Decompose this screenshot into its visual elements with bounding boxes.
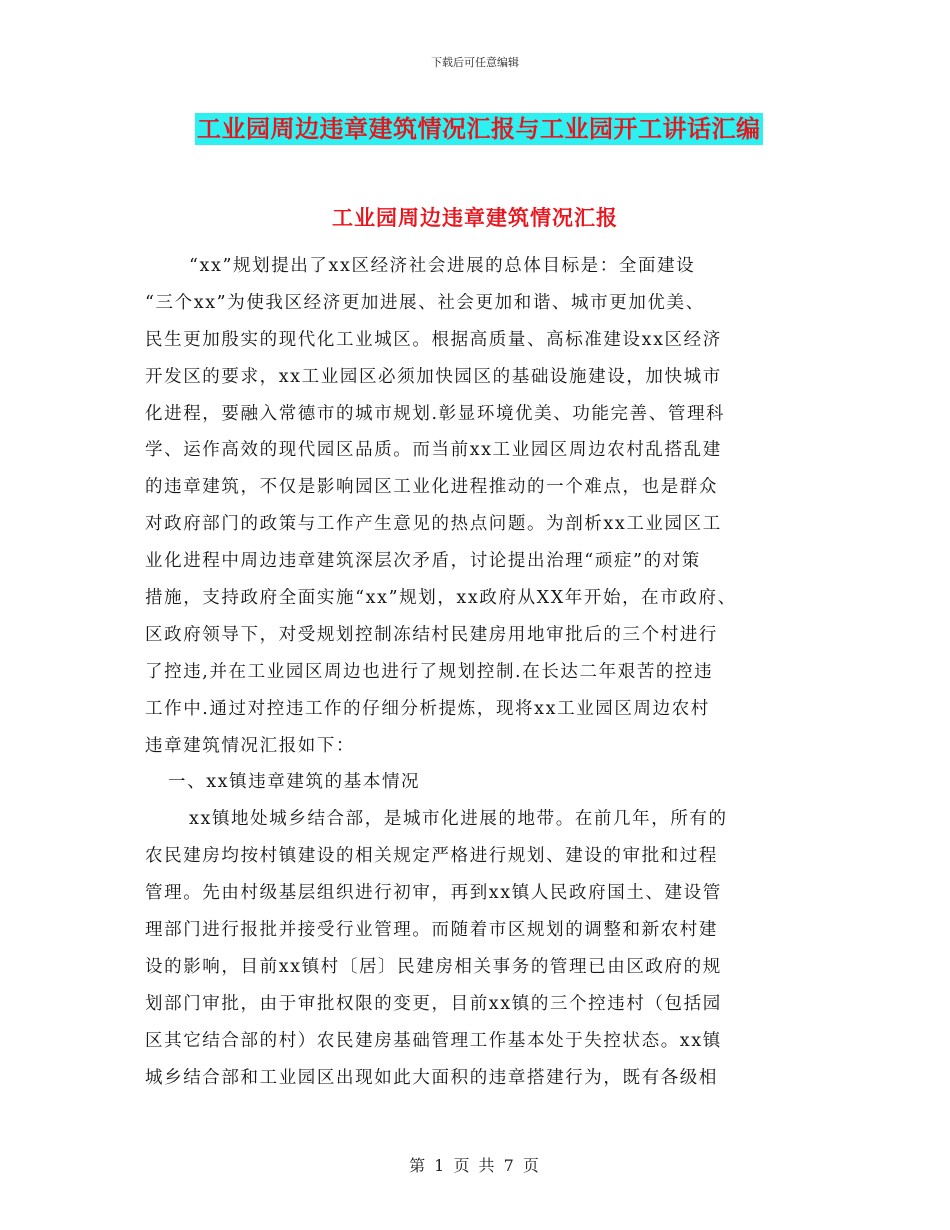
paragraph-line: 了控违,并在工业园区周边也进行了规划控制.在长达二年艰苦的控违 <box>145 661 714 682</box>
paragraph-line: 业化进程中周边违章建筑深层次矛盾，讨论提出治理“顽症”的对策 <box>145 551 701 572</box>
section-title: 工业园周边违章建筑情况汇报 <box>332 205 618 230</box>
paragraph-line: 违章建筑情况汇报如下： <box>145 735 356 756</box>
paragraph-line: “xx”规划提出了xx区经济社会进展的总体目标是：全面建设 <box>189 256 696 276</box>
paragraph-line: 设的影响，目前xx镇村〔居〕民建房相关事务的管理已由区政府的规 <box>145 956 722 977</box>
document-title: 工业园周边违章建筑情况汇报与工业园开工讲话汇编 <box>197 114 761 143</box>
paragraph-line: 措施，支持政府全面实施“xx”规划，xx政府从XX年开始，在市政府、 <box>145 588 737 609</box>
paragraph-line: 开发区的要求，xx工业园区必须加快园区的基础设施建设，加快城市 <box>145 366 722 387</box>
body-text <box>145 248 805 1096</box>
paragraph-line: 理部门进行报批并接受行业管理。而随着市区规划的调整和新农村建 <box>145 920 718 941</box>
section-heading-line: 一、xx镇违章建筑的基本情况 <box>168 772 421 793</box>
page-footer: 第 1 页 共 7 页 <box>409 1156 541 1175</box>
paragraph-line: 管理。先由村级基层组织进行初审，再到xx镇人民政府国土、建设管 <box>145 883 722 904</box>
paragraph-line: 工作中.通过对控违工作的仔细分析提炼，现将xx工业园区周边农村 <box>145 698 710 719</box>
paragraph-line: 的违章建筑，不仅是影响园区工业化进程推动的一个难点，也是群众 <box>145 477 718 498</box>
paragraph-line: 区政府领导下，对受规划控制冻结村民建房用地审批后的三个村进行 <box>145 624 718 645</box>
paragraph-line: 农民建房均按村镇建设的相关规定严格进行规划、建设的审批和过程 <box>145 846 718 867</box>
paragraph-line: 区其它结合部的村）农民建房基础管理工作基本处于失控状态。xx镇 <box>145 1030 722 1051</box>
paragraph-line: xx镇地处城乡结合部，是城市化进展的地带。在前几年，所有的 <box>189 809 728 830</box>
paragraph-line: “三个xx”为使我区经济更加进展、社会更加和谐、城市更加优美、 <box>145 292 705 313</box>
paragraph-line: 对政府部门的政策与工作产生意见的热点问题。为剖析xx工业园区工 <box>145 514 722 535</box>
paragraph-line: 化进程，要融入常德市的城市规划.彰显环境优美、功能完善、管理科 <box>145 403 726 424</box>
header-note: 下载后可任意编辑 <box>431 56 519 69</box>
paragraph-line: 城乡结合部和工业园区出现如此大面积的违章搭建行为，既有各级相 <box>145 1067 718 1088</box>
paragraph-line: 民生更加殷实的现代化工业城区。根据高质量、高标准建设xx区经济 <box>145 329 722 350</box>
paragraph-line: 划部门审批，由于审批权限的变更，目前xx镇的三个控违村（包括园 <box>145 993 722 1014</box>
paragraph-line: 学、运作高效的现代园区品质。而当前xx工业园区周边农村乱搭乱建 <box>145 440 722 461</box>
